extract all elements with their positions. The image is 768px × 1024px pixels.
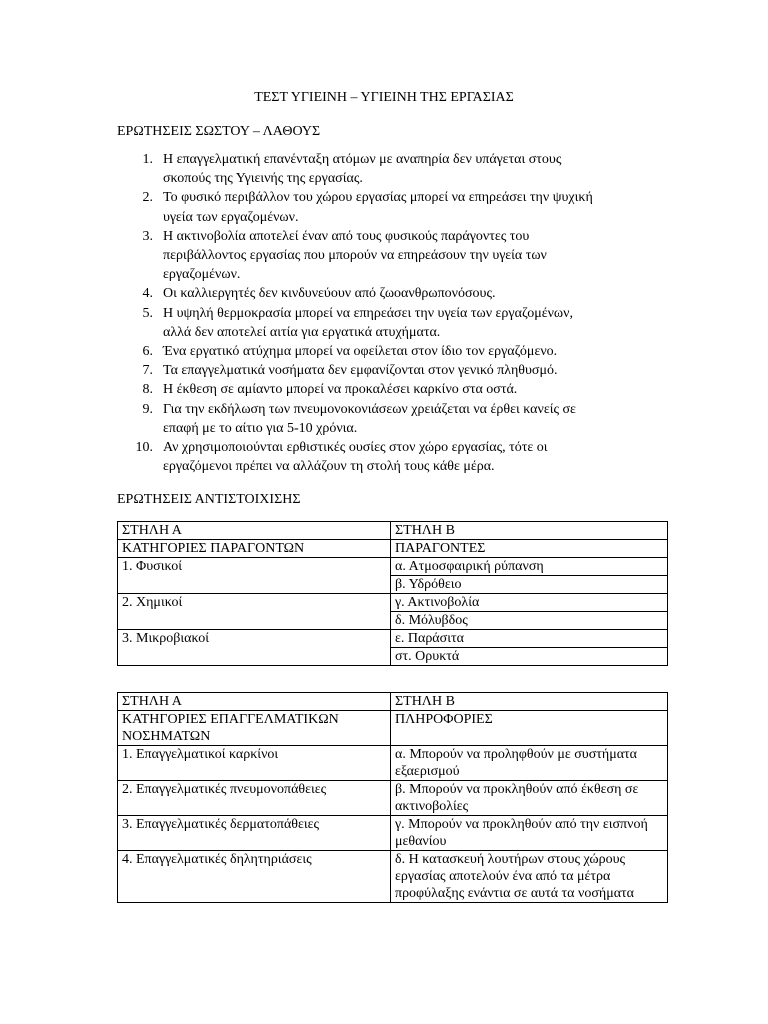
- column-b-header: ΣΤΗΛΗ Β: [391, 693, 668, 711]
- table-row: [118, 711, 668, 746]
- list-item: [117, 304, 657, 342]
- item-text-line: αλλά δεν αποτελεί αιτία για εργατικά ατυχήματα.: [163, 324, 441, 340]
- item-text-line: Οι καλλιεργητές δεν κινδυνεύουν από ζωοανθρωπονόσους.: [163, 286, 496, 302]
- item-text-line: Η επαγγελματική επανένταξη ατόμων με αναπηρία δεν υπάγεται στους: [163, 152, 562, 167]
- item-number: 2.: [142, 190, 153, 206]
- column-a-subheader: ΚΑΤΗΓΟΡΙΕΣ ΕΠΑΓΓΕΛΜΑΤΙΚΩΝ ΝΟΣΗΜΑΤΩΝ: [118, 711, 391, 746]
- item-text-line: Η έκθεση σε αμίαντο μπορεί να προκαλέσει καρκίνο στα οστά.: [163, 382, 518, 398]
- list-item: [117, 400, 657, 438]
- item-text-line: Αν χρησιμοποιούνται ερθιστικές ουσίες στον χώρο εργασίας, τότε οι: [163, 440, 548, 456]
- item-text-line: υγεία των εργαζομένων.: [163, 209, 299, 225]
- item-number: 6.: [142, 344, 153, 360]
- item-number: 4.: [142, 286, 153, 302]
- list-item: [117, 150, 657, 188]
- document-title: ΤΕΣΤ ΥΓΙΕΙΝΗ – ΥΓΙΕΙΝΗ ΤΗΣ ΕΡΓΑΣΙΑΣ: [254, 90, 514, 105]
- table-row: [118, 693, 668, 711]
- list-item: [117, 227, 657, 285]
- table-row: [118, 746, 668, 781]
- item-number: 1.: [142, 152, 153, 167]
- item-number: 5.: [142, 305, 153, 321]
- true-false-heading: ΕΡΩΤΗΣΕΙΣ ΣΩΣΤΟΥ – ΛΑΘΟΥΣ: [117, 124, 321, 139]
- table-cell-b: δ. Μόλυβδος: [391, 612, 668, 630]
- matching-table-diseases: [117, 692, 668, 903]
- table-cell-b: στ. Ορυκτά: [391, 648, 668, 666]
- item-text-line: επαφή με το αίτιο για 5-10 χρόνια.: [163, 420, 358, 436]
- item-text-line: Τα επαγγελματικά νοσήματα δεν εμφανίζονται στον γενικό πληθυσμό.: [163, 363, 558, 379]
- item-text-line: Ένα εργατικό ατύχημα μπορεί να οφείλεται στον ίδιο τον εργαζόμενο.: [163, 344, 558, 360]
- matching-heading: ΕΡΩΤΗΣΕΙΣ ΑΝΤΙΣΤΟΙΧΙΣΗΣ: [117, 492, 301, 507]
- column-b-header: ΣΤΗΛΗ Β: [391, 522, 668, 540]
- table-row: [118, 558, 668, 576]
- table-row: [118, 594, 668, 612]
- item-number: 10.: [135, 440, 153, 456]
- column-b-subheader: ΠΑΡΑΓΟΝΤΕΣ: [391, 540, 668, 558]
- table-row: [118, 630, 668, 648]
- table-cell-a: 1. Επαγγελματικοί καρκίνοι: [118, 746, 391, 781]
- item-text-line: Για την εκδήλωση των πνευμονοκονιάσεων χρειάζεται να έρθει κανείς σε: [163, 401, 576, 417]
- table-cell-b: γ. Μπορούν να προκληθούν από την εισπνοή μεθανίου: [391, 816, 668, 851]
- table-cell-b: α. Μπορούν να προληφθούν με συστήματα εξαερισμού: [391, 746, 668, 781]
- item-text-line: εργαζομένων.: [163, 267, 241, 283]
- item-text-line: περιβάλλοντος εργασίας που μπορούν να επηρεάσουν την υγεία των: [163, 248, 547, 264]
- item-text-line: σκοπούς της Υγιεινής της εργασίας.: [163, 171, 363, 187]
- table-cell-a: 2. Χημικοί: [118, 594, 391, 630]
- list-item: [117, 342, 657, 361]
- table-cell-b: β. Μπορούν να προκληθούν από έκθεση σε ακτινοβολίες: [391, 781, 668, 816]
- item-text-line: Η υψηλή θερμοκρασία μπορεί να επηρεάσει την υγεία των εργαζομένων,: [163, 305, 573, 321]
- list-item: [117, 361, 657, 380]
- item-number: 7.: [142, 363, 153, 379]
- table-row: [118, 851, 668, 903]
- table-cell-a: 3. Επαγγελματικές δερματοπάθειες: [118, 816, 391, 851]
- item-text-line: εργαζόμενοι πρέπει να αλλάζουν τη στολή τους κάθε μέρα.: [163, 459, 495, 475]
- table-cell-a: 1. Φυσικοί: [118, 558, 391, 594]
- list-item: [117, 284, 657, 303]
- column-a-header: ΣΤΗΛΗ Α: [118, 522, 391, 540]
- list-item: [117, 438, 657, 476]
- column-a-header: ΣΤΗΛΗ Α: [118, 693, 391, 711]
- table-cell-b: α. Ατμοσφαιρική ρύπανση: [391, 558, 668, 576]
- column-b-subheader: ΠΛΗΡΟΦΟΡΙΕΣ: [391, 711, 668, 746]
- list-item: [117, 380, 657, 399]
- table-cell-b: γ. Ακτινοβολία: [391, 594, 668, 612]
- table-cell-a: 4. Επαγγελματικές δηλητηριάσεις: [118, 851, 391, 903]
- item-number: 3.: [142, 228, 153, 244]
- column-a-subheader: ΚΑΤΗΓΟΡΙΕΣ ΠΑΡΑΓΟΝΤΩΝ: [118, 540, 391, 558]
- list-item: [117, 188, 657, 226]
- true-false-list: [117, 150, 657, 476]
- table-row: [118, 781, 668, 816]
- table-cell-b: β. Υδρόθειο: [391, 576, 668, 594]
- table-cell-a: 3. Μικροβιακοί: [118, 630, 391, 666]
- table-cell-b: ε. Παράσιτα: [391, 630, 668, 648]
- table-cell-b: δ. Η κατασκευή λουτήρων στους χώρους εργασίας αποτελούν ένα από τα μέτρα προφύλαξης ενάντια σε αυτά τα νοσήματα: [391, 851, 668, 903]
- table-row: [118, 540, 668, 558]
- table-row: [118, 816, 668, 851]
- item-number: 9.: [142, 401, 153, 417]
- table-cell-a: 2. Επαγγελματικές πνευμονοπάθειες: [118, 781, 391, 816]
- table-row: [118, 522, 668, 540]
- matching-table-factors: [117, 521, 668, 666]
- item-text-line: Το φυσικό περιβάλλον του χώρου εργασίας μπορεί να επηρεάσει την ψυχική: [163, 190, 593, 206]
- item-text-line: Η ακτινοβολία αποτελεί έναν από τους φυσικούς παράγοντες του: [163, 228, 530, 244]
- item-number: 8.: [142, 382, 153, 398]
